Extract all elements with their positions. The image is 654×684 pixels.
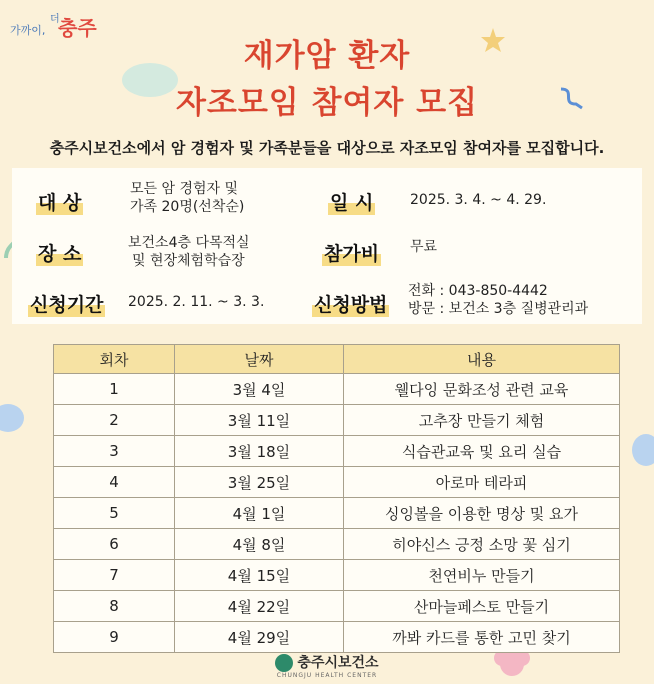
cell-date: 3월 11일 [175, 405, 344, 436]
logo-main-text: 충주 [58, 16, 97, 40]
cell-session: 4 [54, 467, 175, 498]
fee-value: 무료 [410, 239, 438, 255]
period-label: 신청기간 [28, 290, 105, 317]
cell-date: 4월 8일 [175, 529, 344, 560]
header-date: 날짜 [175, 345, 344, 374]
info-box [12, 168, 642, 324]
cell-content: 고추장 만들기 체험 [344, 405, 620, 436]
footer-english-name: CHUNGJU HEALTH CENTER [276, 672, 378, 679]
footer-name: 충주시보건소 [297, 655, 379, 671]
cell-content: 싱잉볼을 이용한 명상 및 요가 [344, 498, 620, 529]
cell-session: 5 [54, 498, 175, 529]
table-row [54, 498, 620, 529]
page-subtitle: 충주시보건소에서 암 경험자 및 가족분들을 대상으로 자조모임 참여자를 모집합니다. [49, 139, 605, 157]
cell-session: 9 [54, 622, 175, 653]
blue-blob-left-decoration [0, 398, 28, 438]
table-row [54, 436, 620, 467]
place-value [128, 234, 250, 270]
header-content: 내용 [344, 345, 620, 374]
table-row [54, 622, 620, 653]
schedule-table [53, 344, 620, 653]
cell-date: 3월 18일 [175, 436, 344, 467]
health-center-icon [275, 654, 293, 672]
place-line1: 보건소4층 다목적실 [128, 235, 250, 251]
table-row [54, 529, 620, 560]
date-value: 2025. 3. 4. ~ 4. 29. [410, 192, 547, 208]
method-line2: 방문 : 보건소 3층 질병관리과 [408, 301, 589, 317]
table-row [54, 560, 620, 591]
cell-date: 4월 29일 [175, 622, 344, 653]
logo-small-text: 가까이, [10, 24, 46, 37]
period-value: 2025. 2. 11. ~ 3. 3. [128, 294, 265, 310]
cell-session: 6 [54, 529, 175, 560]
cell-date: 4월 15일 [175, 560, 344, 591]
method-value [408, 282, 588, 318]
cell-date: 3월 25일 [175, 467, 344, 498]
cell-date: 4월 22일 [175, 591, 344, 622]
target-line1: 모든 암 경험자 및 [130, 181, 239, 197]
target-label: 대 상 [36, 188, 83, 215]
cell-content: 아로마 테라피 [344, 467, 620, 498]
cell-content: 천연비누 만들기 [344, 560, 620, 591]
method-label: 신청방법 [312, 290, 389, 317]
cell-session: 8 [54, 591, 175, 622]
cell-content: 까봐 카드를 통한 고민 찾기 [344, 622, 620, 653]
cell-content: 산마늘페스토 만들기 [344, 591, 620, 622]
cell-content: 히야신스 긍정 소망 꽃 심기 [344, 529, 620, 560]
place-label: 장 소 [36, 239, 83, 266]
method-line1: 전화 : 043-850-4442 [408, 283, 548, 299]
fee-label: 참가비 [322, 239, 381, 266]
place-line2: 및 현장체험학습장 [132, 253, 245, 269]
blue-blob-right-decoration [624, 430, 654, 470]
date-label: 일 시 [328, 188, 375, 215]
cell-date: 4월 1일 [175, 498, 344, 529]
cell-session: 2 [54, 405, 175, 436]
table-row [54, 374, 620, 405]
page-title-line1: 재가암 환자 [243, 38, 411, 74]
cell-content: 식습관교육 및 요리 실습 [344, 436, 620, 467]
target-line2: 가족 20명(선착순) [130, 199, 245, 215]
logo-top-text: 더 [50, 14, 60, 25]
table-row [54, 467, 620, 498]
header-session: 회차 [54, 345, 175, 374]
table-row [54, 405, 620, 436]
cell-session: 3 [54, 436, 175, 467]
cell-date: 3월 4일 [175, 374, 344, 405]
table-header-row [54, 345, 620, 374]
table-row [54, 591, 620, 622]
cell-session: 7 [54, 560, 175, 591]
target-value [130, 180, 244, 216]
footer-logo [0, 652, 654, 679]
cell-content: 웰다잉 문화조성 관련 교육 [344, 374, 620, 405]
cell-session: 1 [54, 374, 175, 405]
page-title-line2: 자조모임 참여자 모집 [175, 85, 479, 121]
